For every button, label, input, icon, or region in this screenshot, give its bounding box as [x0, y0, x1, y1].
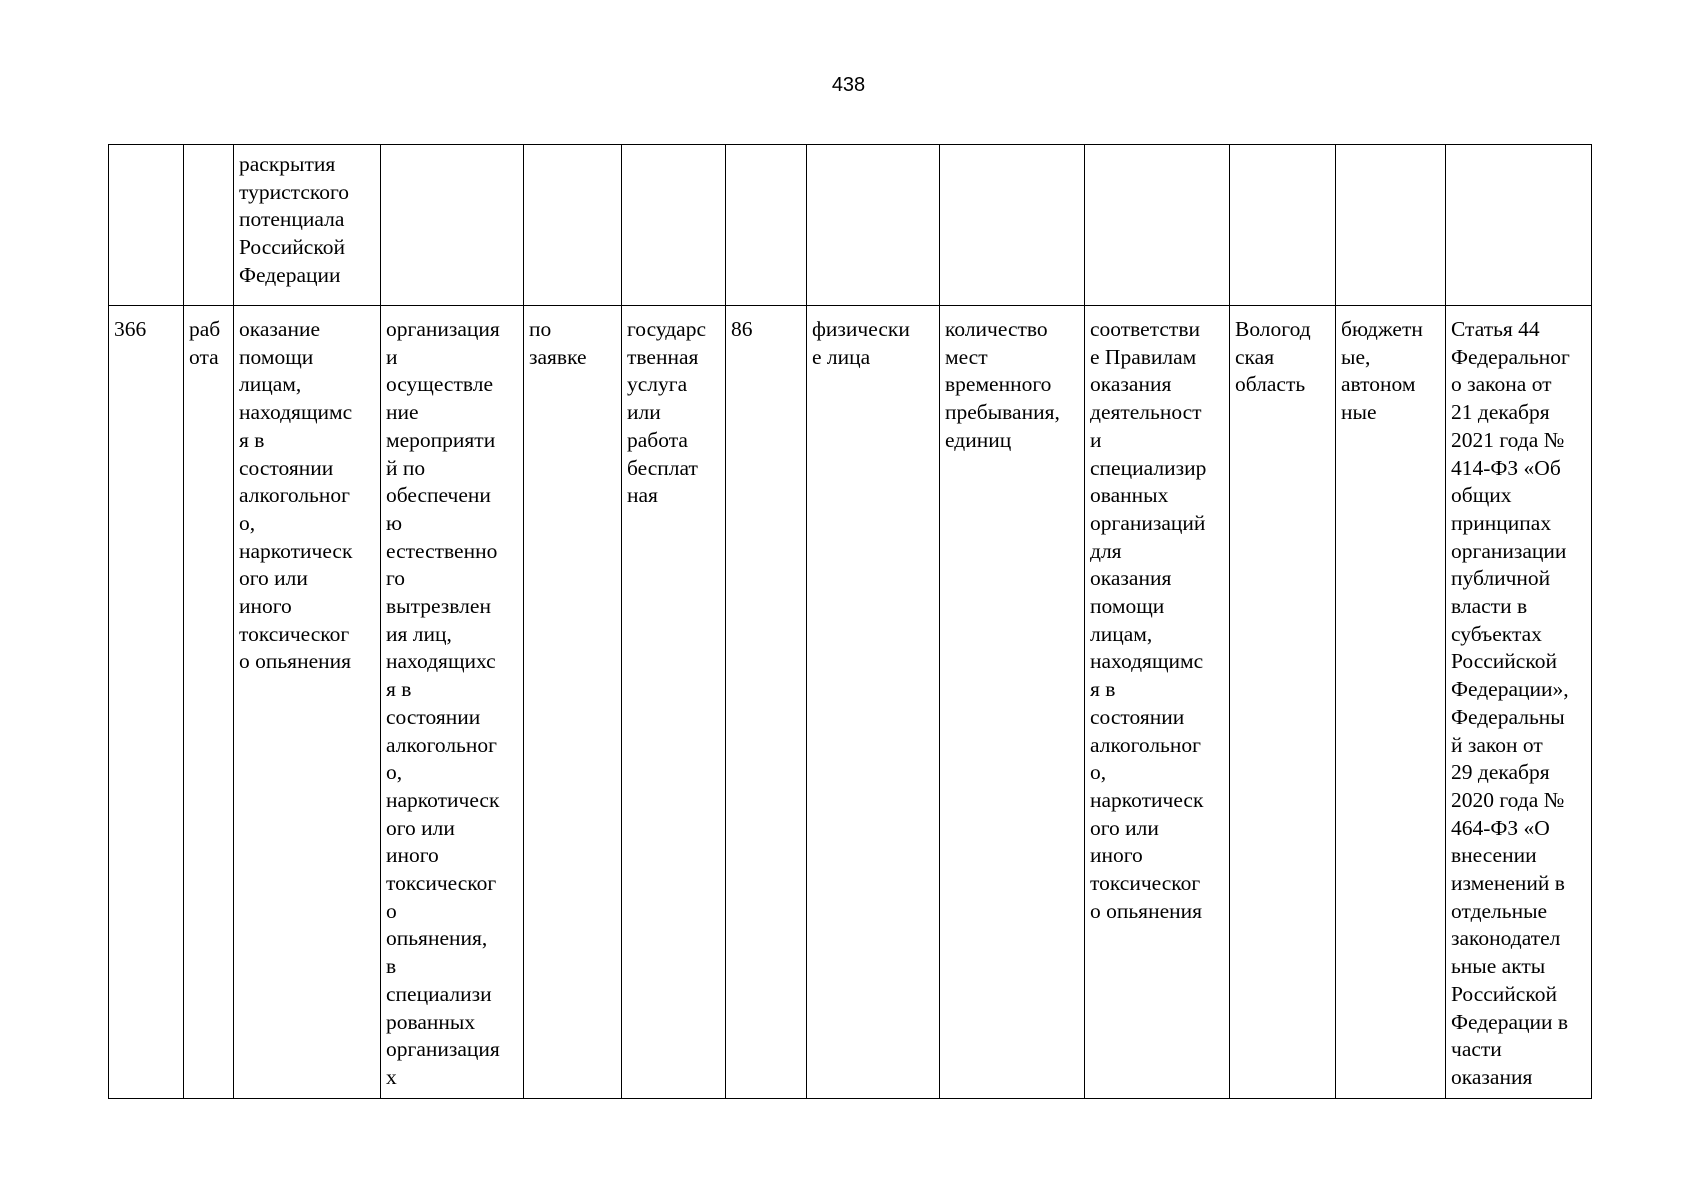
cell-legal-basis [1446, 145, 1592, 306]
cell-region: Вологод ская область [1230, 306, 1336, 1099]
cell-legal-basis: Статья 44 Федеральног о закона от 21 декабря 2021 года № 414-ФЗ «Об общих принципах организации публичной власти в субъектах Российской Федерации», Федеральны й закон от 29 декабря 2020 года № 464-ФЗ «О внесении изменений в отдельные законодател ьные акты Российской Федерации в части оказания [1446, 306, 1592, 1099]
cell-okved [726, 145, 807, 306]
cell-type: раб ота [184, 306, 234, 1099]
cell-conditions: по заявке [524, 306, 622, 1099]
cell-conditions [524, 145, 622, 306]
cell-type [184, 145, 234, 306]
cell-indicator [940, 145, 1085, 306]
cell-number [109, 145, 184, 306]
cell-grounds [1085, 145, 1230, 306]
cell-content: организация и осуществле ние мероприяти й по обеспечени ю естественно го вытрезвлен ия лиц, находящихс я в состоянии алкогольног о, наркотическ ого или иного токсическог о опьянения, в специализи рованных организация х [381, 306, 524, 1099]
cell-kind [622, 145, 726, 306]
services-table [108, 144, 1592, 1099]
table-row [109, 145, 1592, 306]
cell-institutions [1336, 145, 1446, 306]
cell-grounds: соответстви е Правилам оказания деятельност и специализир ованных организаций для оказания помощи лицам, находящимс я в состоянии алкогольног о, наркотическ ого или иного токсическог о опьянения [1085, 306, 1230, 1099]
cell-institutions: бюджетн ые, автоном ные [1336, 306, 1446, 1099]
table-row [109, 306, 1592, 1099]
cell-indicator: количество мест временного пребывания, единиц [940, 306, 1085, 1099]
cell-service-name: оказание помощи лицам, находящимс я в состоянии алкогольног о, наркотическ ого или иного токсическог о опьянения [234, 306, 381, 1099]
cell-okved: 86 [726, 306, 807, 1099]
cell-content [381, 145, 524, 306]
cell-region [1230, 145, 1336, 306]
cell-kind: государс твенная услуга или работа бесплат ная [622, 306, 726, 1099]
cell-consumers [807, 145, 940, 306]
cell-number: 366 [109, 306, 184, 1099]
cell-service-name: раскрытия туристского потенциала Российской Федерации [234, 145, 381, 306]
page-number: 438 [831, 74, 866, 96]
cell-consumers: физически е лица [807, 306, 940, 1099]
